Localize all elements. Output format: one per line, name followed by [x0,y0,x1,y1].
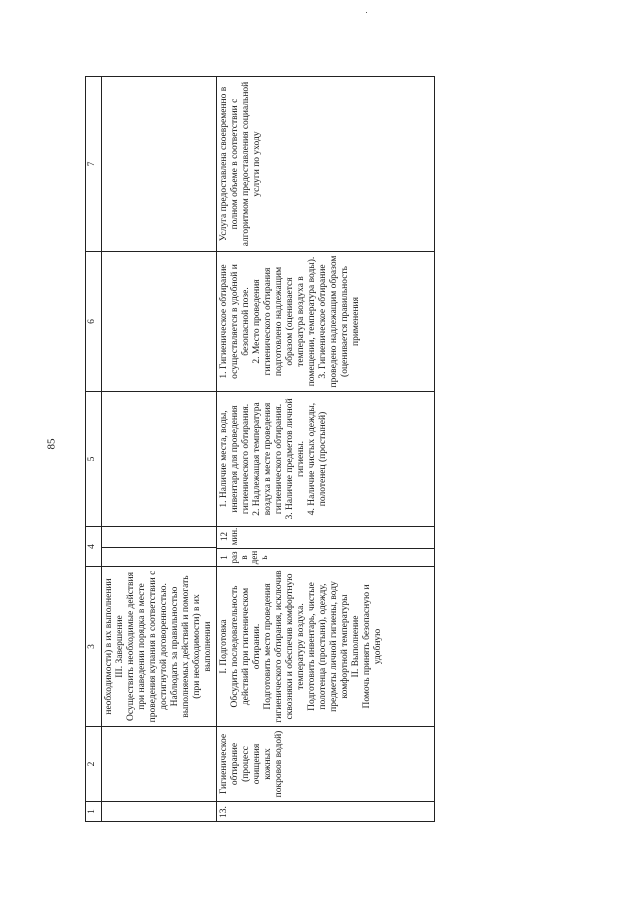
rotated-table-wrapper [85,77,435,822]
continuation-frequency-cell [102,527,217,567]
continuation-row [102,77,217,822]
continuation-result-cell [102,77,217,252]
continuation-service-cell [102,727,217,802]
quality-cell: 1. Гигиеническое обтирание осуществляется в удобной и безопасной позе. 2. Место проведения гигиенического обтирания подготовлено надлежащим образом (оценивается температура воздуха в помещении, температура воды). 3. Гигиеническое обтирание проведено надлежащим образом (оценивается правильность применения [217,252,435,392]
continuation-procedure-cell: необходимости) в их выполнении III. Завершение Осуществить необходимые действия при наведении порядка в месте проведения купания в соответствии с достигнутой договоренностью. Наблюдать за правильностью выполняемых действий и помогать (при необходимости) в их выполнении [102,567,217,727]
continuation-time-cell [102,392,217,527]
result-cell: Услуга предоставлена своевременно в полном объеме в соответствии с алгоритмом предоставления социальной услуги по уходу [217,77,435,252]
column-number-7: 7 [86,77,102,252]
table-row-13 [217,77,435,822]
column-number-4: 4 [86,527,102,567]
service-name-cell: Гигиеническое обтирание (процесс очищения кожных покровов водой) [217,727,435,802]
page-number: 85 [45,438,58,450]
column-number-2: 2 [86,727,102,802]
conditions-cell: 1. Наличие места, воды, инвентаря для проведения гигиенического обтирания. 2. Надлежащая температура воздуха в месте проведения гигиенического обтирания. 3. Наличие предметов личной гигиены. 4. Наличие чистых одежды, полотенец (простыней) [217,392,435,527]
procedure-cell: I. Подготовка Обсудить последовательность действий при гигиеническом обтирании. Подготовить место проведения гигиенического обтирания, исключив сквозняки и обеспечив комфортную температуру воздуха. Подготовить инвентарь, чистые полотенца (простыни), одежду, предметы личной гигиены, воду комфортной температуры II. Выполнение Помочь принять безопасную и удобную [217,567,435,727]
column-number-6: 6 [86,252,102,392]
column-4-divider [102,547,216,548]
frequency-time-cell [217,527,435,567]
frequency-value: 1 раз в день [217,548,434,566]
time-value: 12 мин. [219,527,239,546]
continuation-conditions-cell [102,252,217,392]
column-number-5: 5 [86,392,102,527]
scan-speck [366,12,367,13]
column-number-1: 1 [86,802,102,822]
continuation-num-cell [102,802,217,822]
column-number-3: 3 [86,567,102,727]
services-table [85,76,435,822]
column-number-row [86,77,102,822]
row-number: 13. [217,802,435,822]
